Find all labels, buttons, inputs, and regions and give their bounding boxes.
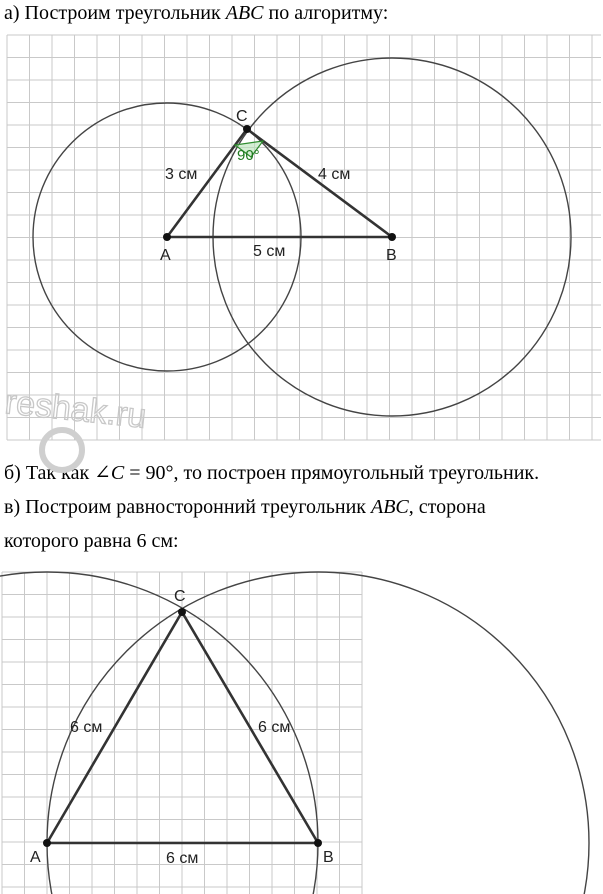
point-a-2 — [43, 839, 51, 847]
label-c: C — [236, 108, 248, 125]
caption-c: в) Построим равносторонний треугольник ABC, сторона — [4, 496, 486, 518]
label-angle-c: 90° — [237, 147, 260, 164]
label-a-2: A — [30, 849, 41, 866]
caption-a: а) Построим треугольник ABC по алгоритму: — [4, 2, 389, 24]
watermark-ring-icon — [42, 430, 82, 470]
label-side-bc-2: 6 см — [258, 719, 291, 736]
point-c-2 — [178, 608, 186, 616]
point-c — [243, 125, 251, 133]
label-c-2: C — [174, 588, 186, 605]
label-side-ac-2: 6 см — [70, 719, 103, 736]
watermark — [3, 383, 148, 470]
label-a: A — [160, 247, 171, 264]
label-side-ac: 3 см — [165, 166, 198, 183]
labels-1 — [160, 108, 397, 264]
label-side-bc: 4 см — [318, 166, 351, 183]
point-a — [163, 233, 171, 241]
label-b: B — [386, 247, 397, 264]
label-b-2: B — [323, 849, 334, 866]
watermark-text: reshak.ru — [3, 383, 149, 436]
caption-b: б) Так как ∠C = 90°, то построен прямоугольный треугольник. — [4, 462, 540, 484]
label-side-ab: 5 см — [253, 243, 286, 260]
caption-d: которого равна 6 см: — [4, 530, 179, 552]
label-side-ab-2: 6 см — [166, 850, 199, 867]
point-b-2 — [314, 839, 322, 847]
side-bc-line — [247, 129, 392, 237]
triangle-1 — [163, 125, 396, 241]
point-b — [388, 233, 396, 241]
grid-2 — [2, 572, 362, 894]
